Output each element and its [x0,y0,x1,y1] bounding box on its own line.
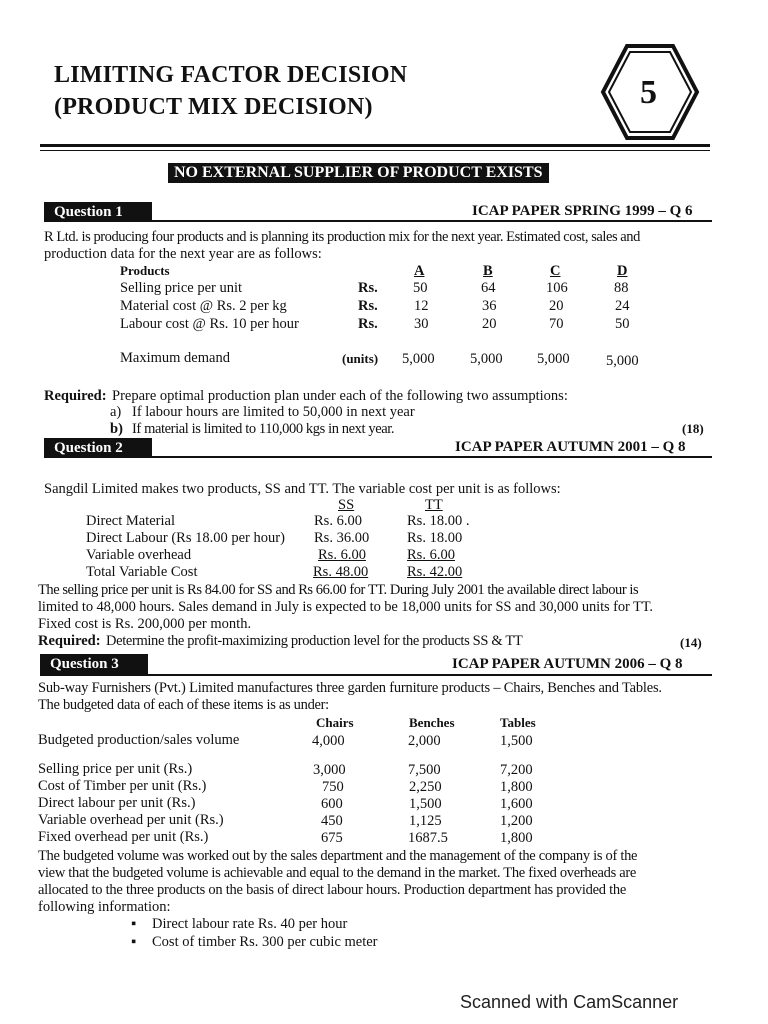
q1-row-unit: Rs. [358,316,378,332]
section-banner: NO EXTERNAL SUPPLIER OF PRODUCT EXISTS [168,163,549,183]
q1-cell: 5,000 [606,353,639,369]
q1-part-a-label: a) [110,404,122,420]
q1-cell: 30 [414,316,429,332]
q3-row-label: Cost of Timber per unit (Rs.) [38,778,207,794]
q2-row-label: Variable overhead [86,547,192,563]
q2-cell-ss: Rs. 6.00 [318,547,366,563]
question-2-label: Question 2 [44,438,152,458]
q3-row-label: Direct labour per unit (Rs.) [38,795,196,811]
q3-bullet-2: Cost of timber Rs. 300 per cubic meter [152,934,378,950]
q3-cell: 1,800 [500,779,533,795]
header-rule-thick [40,144,710,147]
q1-cell: 70 [549,316,564,332]
bullet-icon: ▪ [131,916,137,932]
q2-marks: (14) [680,635,702,650]
q1-part-b-text: If material is limited to 110,000 kgs in next year. [132,421,395,437]
question-1-label: Question 1 [44,202,152,222]
q2-required-text: Determine the profit-maximizing production level for the products SS & TT [106,633,523,649]
q1-col-b: B [483,263,493,279]
question-2-rule [150,456,712,458]
q2-cell-tt: Rs. 18.00 [407,530,463,546]
q1-marks: (18) [682,421,704,436]
q1-cell: 50 [413,280,428,296]
q2-para-line1: The selling price per unit is Rs 84.00 for SS and Rs 66.00 for TT. During July 2001 the available direct labour is [38,582,639,598]
q3-cell: 2,250 [409,779,442,795]
q1-col-c: C [550,263,561,279]
q3-volume-cell: 4,000 [312,733,345,749]
q1-cell: 24 [615,298,630,314]
q3-col-tables: Tables [500,715,536,730]
q1-required-text: Prepare optimal production plan under each of the following two assumptions: [112,388,568,404]
q3-para-line3: allocated to the three products on the basis of direct labour hours. Production department has provided the [38,882,627,898]
q2-cell-tt: Rs. 6.00 [407,547,455,563]
q3-cell: 1,200 [500,813,533,829]
q2-para-line2: limited to 48,000 hours. Sales demand in July is expected to be 18,000 units for SS and 30,000 units for TT. [38,599,653,615]
q3-para-line2: view that the budgeted volume is achievable and equal to the demand in the market. The fixed overheads are [38,865,637,881]
q2-required-label: Required: [38,633,101,649]
q3-cell: 7,200 [500,762,533,778]
q1-products-header: Products [120,263,170,278]
q1-cell: 50 [615,316,630,332]
q1-cell: 64 [481,280,496,296]
q3-volume-cell: 1,500 [500,733,533,749]
q2-col-ss: SS [338,497,355,513]
question-3-label: Question 3 [40,654,148,674]
q1-part-a-text: If labour hours are limited to 50,000 in next year [132,404,415,420]
q3-cell: 1,800 [500,830,533,846]
q3-col-chairs: Chairs [316,715,354,730]
question-1-rule [150,220,712,222]
q3-volume-label: Budgeted production/sales volume [38,732,240,748]
header-rule-thin [40,150,710,151]
q1-row-unit: (units) [342,351,379,366]
q3-cell: 600 [321,796,343,812]
q2-cell-ss: Rs. 36.00 [314,530,370,546]
q3-row-label: Fixed overhead per unit (Rs.) [38,829,209,845]
page-title-line2: (PRODUCT MIX DECISION) [54,94,373,120]
q1-cell: 5,000 [537,351,570,367]
q3-cell: 450 [321,813,343,829]
q1-row-unit: Rs. [358,280,378,296]
q3-col-benches: Benches [409,715,455,730]
chapter-number: 5 [640,74,657,111]
q2-intro: Sangdil Limited makes two products, SS and TT. The variable cost per unit is as follows: [44,481,561,497]
q2-cell-tt: Rs. 42.00 [407,564,463,580]
question-1-paper: ICAP PAPER SPRING 1999 – Q 6 [472,203,693,219]
q1-intro-line2: production data for the next year are as follows: [44,246,322,262]
q1-cell: 88 [614,280,629,296]
q1-cell: 20 [549,298,564,314]
q1-col-d: D [617,263,628,279]
question-3-paper: ICAP PAPER AUTUMN 2006 – Q 8 [452,656,683,672]
q1-row-label: Material cost @ Rs. 2 per kg [120,298,287,314]
q1-cell: 12 [414,298,429,314]
q3-cell: 1,600 [500,796,533,812]
q2-row-label: Direct Material [86,513,175,529]
q2-col-tt: TT [425,497,443,513]
q2-row-label: Direct Labour (Rs 18.00 per hour) [86,530,285,546]
q3-volume-cell: 2,000 [408,733,441,749]
q2-cell-ss: Rs. 6.00 [314,513,362,529]
q1-col-a: A [414,263,425,279]
q1-cell: 20 [482,316,497,332]
q1-part-b-label: b) [110,421,123,437]
q3-bullet-1: Direct labour rate Rs. 40 per hour [152,916,348,932]
q3-cell: 1687.5 [408,830,448,846]
q1-intro-line1: R Ltd. is producing four products and is planning its production mix for the next year. Estimated cost, sales and [44,229,640,245]
q3-cell: 3,000 [313,762,346,778]
q1-row-label: Maximum demand [120,350,230,366]
q3-cell: 1,500 [409,796,442,812]
q1-row-label: Selling price per unit [120,280,243,296]
q3-cell: 7,500 [408,762,441,778]
q1-cell: 5,000 [402,351,435,367]
q3-cell: 675 [321,830,343,846]
question-3-rule [40,674,712,676]
q3-para-line4: following information: [38,899,171,915]
q2-cell-tt: Rs. 18.00 . [407,513,470,529]
q3-row-label: Variable overhead per unit (Rs.) [38,812,224,828]
scanner-watermark: Scanned with CamScanner [460,992,679,1012]
q3-cell: 1,125 [409,813,442,829]
q2-cell-ss: Rs. 48.00 [313,564,369,580]
q2-para-line3: Fixed cost is Rs. 200,000 per month. [38,616,252,632]
q1-row-unit: Rs. [358,298,378,314]
q3-intro-line1: Sub-way Furnishers (Pvt.) Limited manufactures three garden furniture products – Chairs, Benches and Tables. [38,680,662,696]
q3-para-line1: The budgeted volume was worked out by the sales department and the management of the company is of the [38,848,638,864]
q3-intro-line2: The budgeted data of each of these items is as under: [38,697,329,713]
q1-row-label: Labour cost @ Rs. 10 per hour [120,316,299,332]
q1-cell: 36 [482,298,497,314]
q1-cell: 106 [546,280,568,296]
q3-cell: 750 [322,779,344,795]
q1-required-label: Required: [44,388,107,404]
question-2-paper: ICAP PAPER AUTUMN 2001 – Q 8 [455,439,686,455]
bullet-icon: ▪ [131,934,137,950]
q2-row-label: Total Variable Cost [86,564,198,580]
q1-cell: 5,000 [470,351,503,367]
q3-row-label: Selling price per unit (Rs.) [38,761,193,777]
page-title-line1: LIMITING FACTOR DECISION [54,62,408,88]
